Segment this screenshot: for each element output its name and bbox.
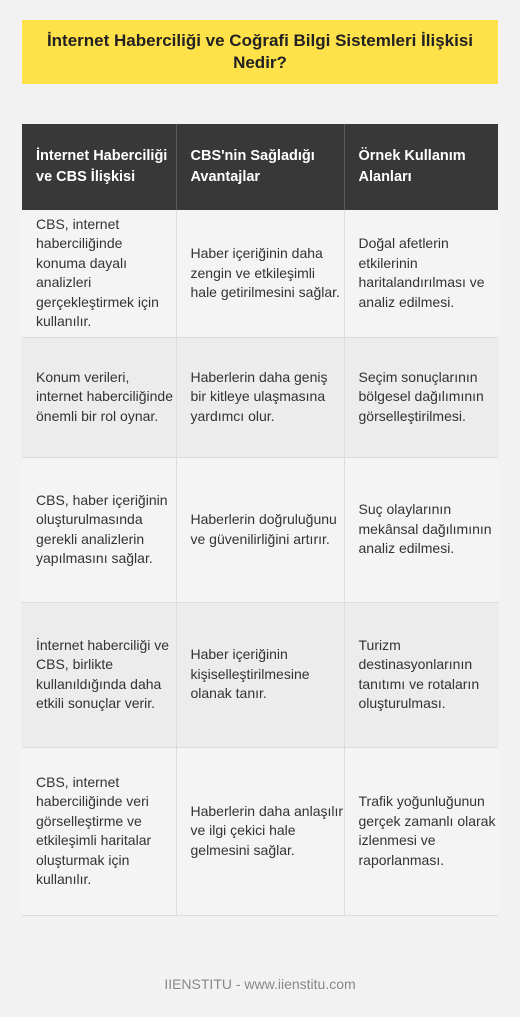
table-cell: CBS, internet haberciliğinde veri görselleştirme ve etkileşimli haritalar oluşturmak için kullanılır.: [22, 747, 176, 915]
column-header: İnternet Haberciliği ve CBS İlişkisi: [22, 124, 176, 210]
page-title: İnternet Haberciliği ve Coğrafi Bilgi Sistemleri İlişkisi Nedir?: [46, 31, 474, 72]
table-row: [22, 210, 498, 337]
table-cell: Turizm destinasyonlarının tanıtımı ve rotaların oluşturulması.: [344, 602, 498, 747]
table-cell: Suç olaylarının mekânsal dağılımının analiz edilmesi.: [344, 457, 498, 602]
column-header: CBS'nin Sağladığı Avantajlar: [176, 124, 344, 210]
table-cell: Haber içeriğinin kişiselleştirilmesine olanak tanır.: [176, 602, 344, 747]
title-banner: [22, 20, 498, 84]
table-cell: CBS, internet haberciliğinde konuma dayalı analizleri gerçekleştirmek için kullanılır.: [22, 210, 176, 337]
comparison-table: [22, 124, 498, 916]
table-row: [22, 457, 498, 602]
table-cell: CBS, haber içeriğinin oluşturulmasında gerekli analizlerin yapılmasını sağlar.: [22, 457, 176, 602]
table-cell: Trafik yoğunluğunun gerçek zamanlı olarak izlenmesi ve raporlanması.: [344, 747, 498, 915]
table-cell: Haberlerin daha geniş bir kitleye ulaşmasına yardımcı olur.: [176, 337, 344, 457]
footer-credit: IIENSTITU - www.iienstitu.com: [164, 976, 356, 992]
table-cell: Doğal afetlerin etkilerinin haritalandırılması ve analiz edilmesi.: [344, 210, 498, 337]
table-row: [22, 747, 498, 915]
table-cell: Haberlerin daha anlaşılır ve ilgi çekici hale gelmesini sağlar.: [176, 747, 344, 915]
table-row: [22, 602, 498, 747]
column-header: Örnek Kullanım Alanları: [344, 124, 498, 210]
table-header-row: [22, 124, 498, 210]
table-cell: Seçim sonuçlarının bölgesel dağılımının görselleştirilmesi.: [344, 337, 498, 457]
table-cell: Konum verileri, internet haberciliğinde önemli bir rol oynar.: [22, 337, 176, 457]
table-row: [22, 337, 498, 457]
table-cell: Haber içeriğinin daha zengin ve etkileşimli hale getirilmesini sağlar.: [176, 210, 344, 337]
table-cell: Haberlerin doğruluğunu ve güvenilirliğini artırır.: [176, 457, 344, 602]
table-cell: İnternet haberciliği ve CBS, birlikte kullanıldığında daha etkili sonuçlar verir.: [22, 602, 176, 747]
